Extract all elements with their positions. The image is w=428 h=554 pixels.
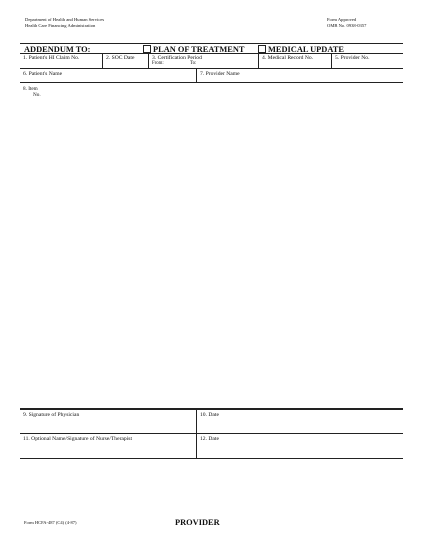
medical-record-number-field[interactable] — [258, 54, 331, 68]
omb-number: OMB No. 0938-0357 — [327, 23, 367, 28]
title-row — [20, 44, 403, 54]
physician-date-field[interactable] — [196, 410, 403, 433]
provider-name-field[interactable] — [196, 69, 403, 82]
provider-name-label: 7. Provider Name — [200, 71, 240, 77]
item-number-sublabel: No. — [33, 92, 41, 98]
patient-name-field[interactable] — [20, 69, 196, 82]
certification-period-label: 3. Certification Period — [152, 55, 202, 61]
item-number-label: 8. Item — [23, 86, 38, 92]
fields-row-2 — [20, 69, 403, 83]
soc-date-label: 2. SOC Date — [106, 55, 135, 61]
signature-row-1 — [20, 409, 403, 434]
patient-name-label: 6. Patient's Name — [23, 71, 63, 77]
addendum-title: ADDENDUM TO: — [24, 45, 91, 54]
agency-header — [25, 17, 104, 29]
medical-update-checkbox[interactable] — [258, 45, 266, 53]
approval-line-1: Form Approved — [327, 17, 357, 22]
provider-number-field[interactable] — [331, 54, 403, 68]
soc-date-field[interactable] — [102, 54, 148, 68]
plan-of-treatment-checkbox[interactable] — [143, 45, 151, 53]
hi-claim-number-label: 1. Patient's HI Claim No. — [23, 55, 80, 61]
approval-header — [327, 17, 366, 29]
certification-period-field[interactable] — [148, 54, 258, 68]
medical-update-label: MEDICAL UPDATE — [268, 45, 344, 54]
physician-signature-field[interactable] — [20, 410, 196, 433]
medical-record-number-label: 4. Medical Record No. — [262, 55, 314, 61]
provider-number-label: 5. Provider No. — [335, 55, 370, 61]
nurse-date-label: 12. Date — [200, 436, 219, 442]
item-area[interactable] — [20, 83, 403, 409]
physician-signature-label: 9. Signature of Physician — [23, 412, 80, 418]
agency-line-1: Department of Health and Human Services — [25, 17, 105, 22]
fields-row-1 — [20, 54, 403, 69]
nurse-date-field[interactable] — [196, 434, 403, 458]
nurse-signature-label: 11. Optional Name/Signature of Nurse/Therapist — [23, 436, 132, 442]
plan-of-treatment-label: PLAN OF TREATMENT — [153, 45, 245, 54]
nurse-signature-field[interactable] — [20, 434, 196, 458]
certification-from-label: From: — [152, 61, 164, 66]
hi-claim-number-field[interactable] — [20, 54, 102, 68]
agency-line-2: Health Care Financing Administration — [25, 23, 96, 28]
addendum-form — [20, 43, 403, 459]
signature-row-2 — [20, 434, 403, 459]
copy-designation: PROVIDER — [175, 518, 220, 527]
certification-to-label: To: — [190, 61, 197, 66]
form-number: Form HCFA-487 (C4) (4-87) — [24, 520, 77, 525]
physician-date-label: 10. Date — [200, 412, 219, 418]
